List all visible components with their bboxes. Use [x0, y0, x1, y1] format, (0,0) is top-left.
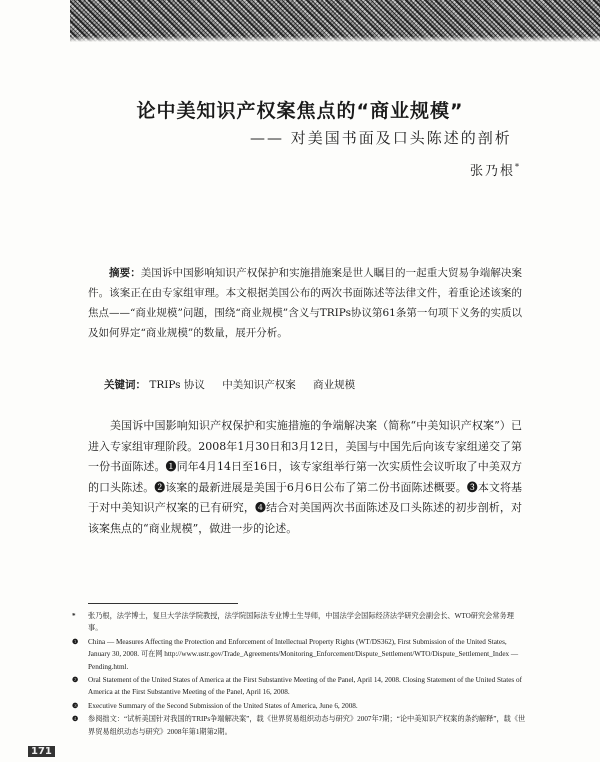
footnote-item [72, 636, 527, 673]
page-number: 171 [28, 746, 55, 757]
footnote-text: 张乃根，法学博士，复旦大学法学院教授，法学院国际法专业博士生导师，中国法学会国际经济法学研究会副会长、WTO研究会常务理事。 [88, 612, 514, 633]
footnote-text: Oral Statement of the United States of America at the First Substantive Meeting of the Panel, April 14, 2008. Closing Statement of the United States of America at the First Substantive Meeting of the Panel, April 16, 2008. [88, 676, 522, 697]
keyword-item: 中美知识产权案 [222, 379, 296, 391]
article-subtitle: —— 对美国书面及口头陈述的剖析 [250, 129, 512, 147]
footnote-text: 参阅拙文：“试析美国针对我国的TRIPs争端解决案”，载《世界贸易组织动态与研究》2007年7期；“论中美知识产权案的条约解释”，载《世界贸易组织动态与研究》2008年第1期第2期。 [88, 715, 526, 736]
author-line [470, 160, 521, 179]
abstract-label: 摘要 [109, 267, 131, 279]
body-paragraph: 美国诉中国影响知识产权保护和实施措施的争端解决案（简称“中美知识产权案”）已进入专家组审理阶段。2008年1月30日和3月12日，美国与中国先后向该专家组递交了第一份书面陈述。❶同年4月14日至16日，该专家组举行第一次实质性会议听取了中美双方的口头陈述。❷该案的最新进展是美国于6月6日公布了第二份书面陈述概要。❸本文将基于对中美知识产权案的已有研究，❹结合对美国两次书面陈述及口头陈述的初步剖析，对该案焦点的“商业规模”，做进一步的论述。 [88, 419, 522, 535]
footnote-mark: ❹ [72, 715, 79, 724]
keyword-item: 商业规模 [313, 379, 356, 391]
keywords-label: 关键词 [104, 379, 136, 391]
footnote-item [72, 610, 527, 635]
footnote-divider [88, 603, 238, 604]
author-footnote-mark: * [515, 162, 522, 172]
footnote-mark: ❷ [72, 676, 79, 685]
footnote-mark: ❸ [72, 701, 79, 710]
author-name: 张乃根 [470, 164, 516, 179]
keywords-colon: ： [135, 379, 146, 391]
footnote-item [72, 700, 527, 712]
keywords [104, 377, 369, 392]
footnote-text: Executive Summary of the Second Submission of the United States of America, June 6, 2008. [88, 701, 358, 710]
footnote-item [72, 713, 527, 738]
abstract-text: 美国诉中国影响知识产权保护和实施措施案是世人瞩目的一起重大贸易争端解决案件。该案正在由专家组审理。本文根据美国公布的两次书面陈述等法律文件，着重论述该案的焦点——“商业规模”问题，围绕“商业规模”含义与TRIPs协议第61条第一句项下义务的实质以及如何界定“商业规模”的数量，展开分析。 [88, 267, 523, 339]
footnotes [72, 610, 527, 739]
article-title: 论中美知识产权案焦点的“商业规模” [136, 100, 464, 122]
footnote-item [72, 674, 527, 699]
header-pattern-band [70, 0, 600, 42]
abstract [88, 263, 522, 343]
abstract-colon: ： [130, 267, 141, 279]
footnote-mark: * [72, 612, 76, 620]
footnote-text: China — Measures Affecting the Protection and Enforcement of Intellectual Property Rights (WT/DS362), First Submission of the United States, January 30, 2008. 可在网 http://www.ustr.gov/Trade_Agreements/Monitoring_Enforcement/Dispute_Settlement/WTO/Dispute_Settlement_Index — Pending.html. [88, 637, 519, 671]
footnote-mark: ❶ [72, 637, 79, 646]
keyword-item: TRIPs 协议 [149, 379, 205, 391]
